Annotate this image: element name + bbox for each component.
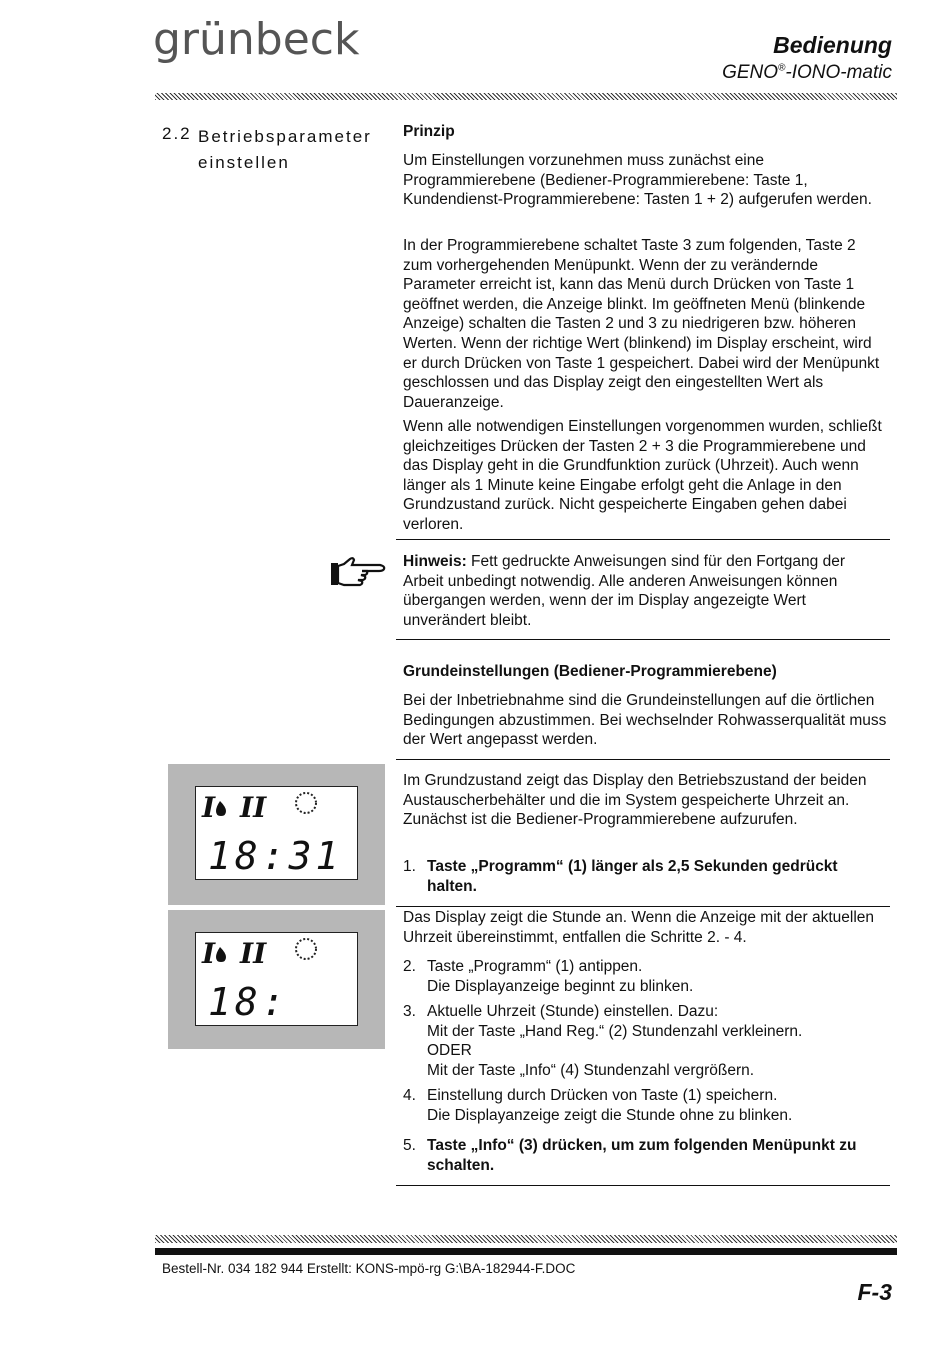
step-text: Taste „Programm“ (1) antippen. (427, 958, 643, 975)
hinweis-note (403, 552, 888, 630)
display-illustration-hour (168, 910, 385, 1049)
step-text: Taste „Programm“ (1) länger als 2,5 Sekunden gedrückt halten. (427, 858, 838, 895)
hinweis-label: Hinweis: (403, 553, 467, 570)
footer-order-info: Bestell-Nr. 034 182 944 Erstellt: KONS-mpö-rg G:\BA-182944-F.DOC (162, 1261, 576, 1276)
divider (396, 639, 890, 640)
water-drop-icon (216, 801, 226, 816)
step-text: Taste „Info“ (3) drücken, um zum folgenden Menüpunkt zu schalten. (427, 1137, 857, 1174)
step-text: Mit der Taste „Info“ (4) Stundenzahl vergrößern. (427, 1061, 755, 1079)
water-drop-icon (216, 947, 226, 962)
section-number: 2.2 (162, 124, 192, 143)
subtitle-main: GENO (722, 62, 779, 83)
step-text: Mit der Taste „Hand Reg.“ (2) Stundenzahl verkleinern. (427, 1022, 803, 1040)
brand-logo: grünbeck (153, 14, 360, 65)
step-number: 2. (403, 958, 416, 975)
step-number: 4. (403, 1087, 416, 1104)
step-number: 3. (403, 1003, 416, 1020)
step-number: 5. (403, 1137, 416, 1154)
section-title: Betriebsparameter einstellen (198, 127, 372, 172)
step-number: 1. (403, 858, 416, 875)
display-illustration-clock (168, 764, 385, 905)
lcd-screen (195, 932, 358, 1026)
exchanger-2-label: II (240, 791, 267, 824)
step-text: ODER (427, 1042, 472, 1060)
step-text: Die Displayanzeige beginnt zu blinken. (427, 977, 694, 995)
prinzip-paragraph-3: Wenn alle notwendigen Einstellungen vorgenommen wurden, schließt gleichzeitiges Drücken der Tasten 2 + 3 die Programmierebene und das Display geht in die Grundfunktion zurück (Uhrzeit). Auch wenn länger als 1 Minute keine Eingabe erfolgt geht die Anlage in den Grundzustand zurück. Nicht gespeicherte Eingaben gehen dabei verloren. (403, 418, 882, 533)
grund-heading: Grundeinstellungen (Bediener-Programmierebene) (403, 663, 777, 680)
lcd-content (196, 787, 357, 879)
header-hatch-divider (155, 93, 897, 100)
divider (396, 759, 890, 760)
step-text: Einstellung durch Drücken von Taste (1) speichern. (427, 1087, 778, 1104)
lcd-content (196, 933, 357, 1025)
divider (396, 906, 890, 907)
prinzip-paragraph-1: Um Einstellungen vorzunehmen muss zunächst eine Programmierebene (Bediener-Programmierebene: Taste 1, Kundendienst-Programmierebene: Tasten 1 + 2) aufgerufen werden. (403, 152, 872, 209)
pointing-hand-icon (330, 557, 390, 591)
dotted-circle-icon (296, 793, 316, 813)
registered-mark: ® (778, 62, 786, 74)
prinzip-heading: Prinzip (403, 123, 455, 140)
grund-paragraph-2: Im Grundzustand zeigt das Display den Betriebszustand der beiden Austauscherbehälter und die im System gespeicherte Uhrzeit an. Zunächst ist die Bediener-Programmierebene aufzurufen. (403, 772, 867, 829)
lcd-value: 18: (208, 980, 289, 1024)
subtitle-rest: -IONO-matic (785, 62, 892, 83)
page-number: F-3 (857, 1279, 892, 1305)
exchanger-1-label: I (202, 937, 216, 970)
footer-hatch-divider (155, 1235, 897, 1243)
dotted-circle-icon (296, 939, 316, 959)
divider (396, 539, 890, 540)
footer-bar (155, 1248, 897, 1255)
hinweis-text: Fett gedruckte Anweisungen sind für den Fortgang der Arbeit unbedingt notwendig. Alle anderen Anweisungen können übergangen werden, wenn der im Display angezeigte Wert unverändert bleibt. (403, 553, 845, 629)
exchanger-2-label: II (240, 937, 267, 970)
divider (396, 1185, 890, 1186)
prinzip-paragraph-2: In der Programmierebene schaltet Taste 3 zum folgenden, Taste 2 zum vorhergehenden Menüpunkt. Wenn der zu verändernde Parameter erreicht ist, kann das Menü durch Drücken von Taste 1 geöffnet werden, die Anzeige blinkt. Im geöffneten Menü (blinkende Anzeige) schalten die Tasten 2 und 3 zu niedrigeren bzw. höheren Werten. Wenn der richtige Wert (blinkend) im Display erscheint, wird er durch Drücken von Taste 1 gespeichert. Dabei wird der Menüpunkt geschlossen und das Display zeigt den eingestellten Wert als Daueranzeige. (403, 237, 880, 411)
exchanger-1-label: I (202, 791, 216, 824)
document-title: Bedienung (773, 32, 892, 58)
lcd-screen (195, 786, 358, 880)
step-text: Aktuelle Uhrzeit (Stunde) einstellen. Dazu: (427, 1003, 719, 1020)
grund-paragraph-1: Bei der Inbetriebnahme sind die Grundeinstellungen auf die örtlichen Bedingungen abzustimmen. Bei wechselnder Rohwasserqualität muss der Wert angepasst werden. (403, 692, 887, 749)
lcd-value: 18:31 (208, 834, 343, 878)
grund-paragraph-3: Das Display zeigt die Stunde an. Wenn die Anzeige mit der aktuellen Uhrzeit übereinstimmt, entfallen die Schritte 2. - 4. (403, 909, 875, 946)
document-subtitle (722, 62, 892, 84)
step-text: Die Displayanzeige zeigt die Stunde ohne zu blinken. (427, 1106, 793, 1124)
